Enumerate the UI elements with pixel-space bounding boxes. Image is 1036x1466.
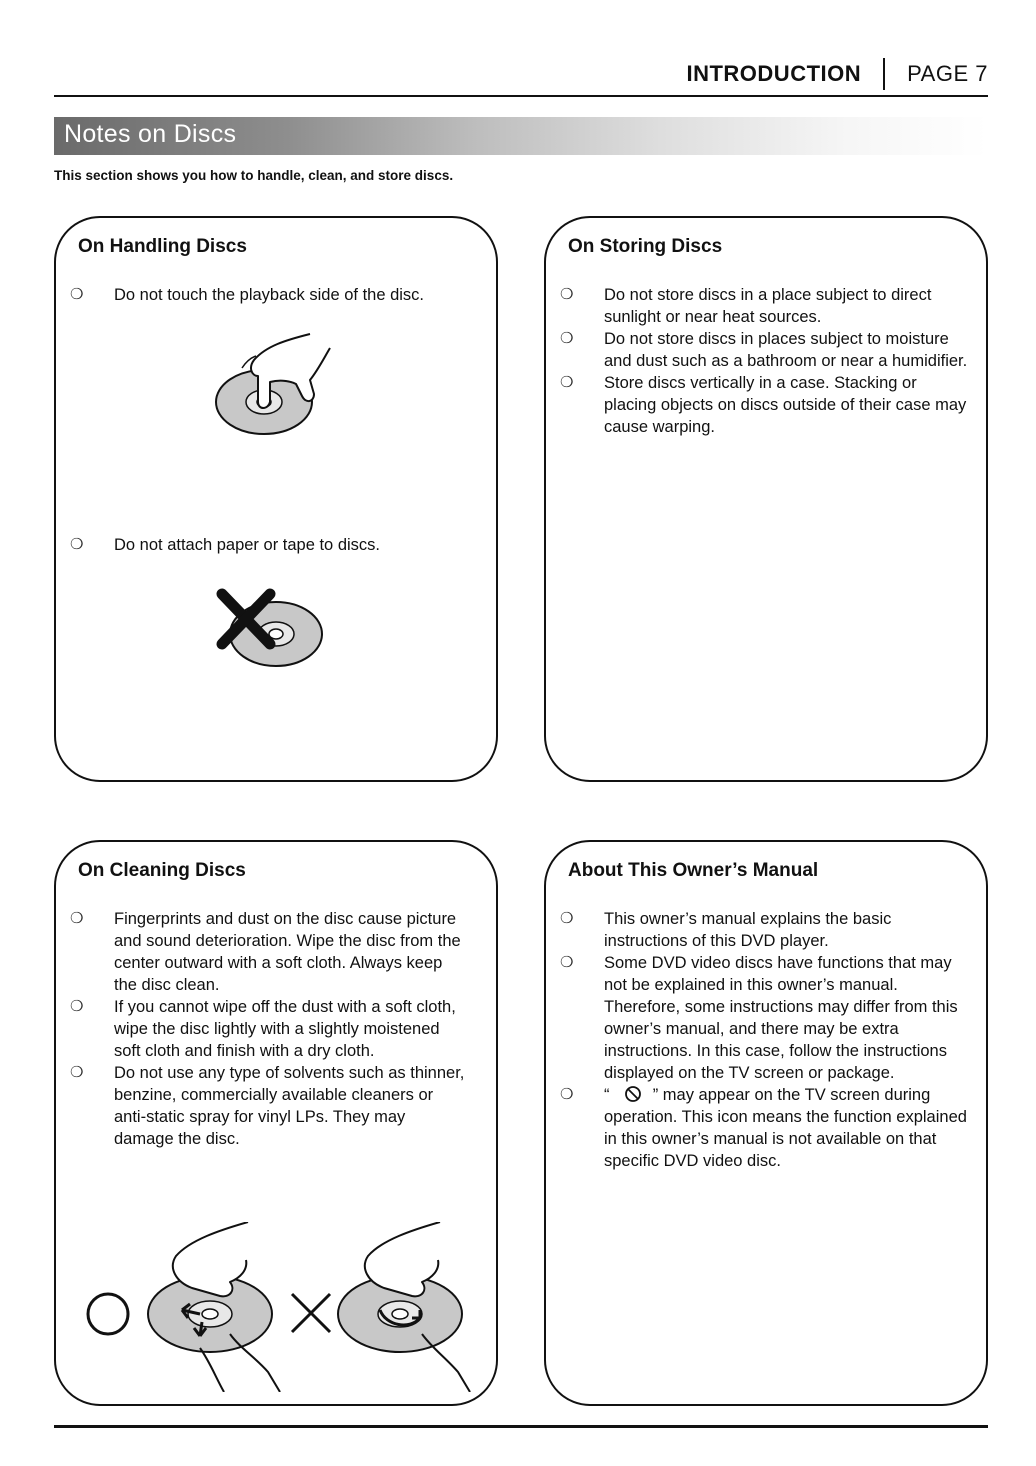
panel-manual: [544, 840, 988, 1406]
page-header: [686, 58, 988, 90]
bullet-list: [70, 284, 424, 306]
bullet-icon: ❍: [70, 910, 84, 927]
list-item: ❍ Do not touch the playback side of the disc.: [70, 286, 425, 304]
bullet-list: [560, 908, 970, 1172]
list-item: ❍ Do not use any type of solvents such as thinner, benzine, commercially available cleaners or anti-static spray for vinyl LPs. They may damage the disc.: [70, 1064, 465, 1148]
top-rule: [54, 95, 988, 97]
panel-title: On Cleaning Discs: [78, 860, 246, 881]
list-item: ❍ This owner’s manual explains the basic instructions of this DVD player.: [560, 910, 892, 950]
bullet-icon: ❍: [560, 374, 574, 391]
list-item: ❍ Some DVD video discs have functions that may not be explained in this owner’s manual. Therefore, some instructions may differ from this owner’s manual, and there may be extra instructions. In this case, follow the instructions displayed on the TV screen or package.: [560, 954, 958, 1082]
header-separator: [883, 58, 885, 90]
cleaning-illustration: [80, 1222, 480, 1392]
list-item: ❍ Do not store discs in a place subject to direct sunlight or near heat sources.: [560, 286, 932, 326]
bottom-rule: [54, 1425, 988, 1428]
panel-title: On Storing Discs: [568, 236, 723, 257]
correct-circle-icon: [88, 1294, 128, 1334]
page-number: PAGE 7: [907, 61, 988, 86]
list-item: ❍ Do not attach paper or tape to discs.: [70, 536, 380, 554]
bullet-icon: ❍: [70, 286, 84, 303]
panel-handling: [54, 216, 498, 782]
list-item: ❍ Store discs vertically in a case. Stacking or placing objects on discs outside of their case may cause warping.: [560, 374, 967, 436]
hand-touch-icon: [206, 324, 356, 444]
banner-title: Notes on Discs: [64, 120, 237, 148]
bullet-icon: ❍: [560, 1086, 574, 1103]
bullet-list: [70, 534, 380, 556]
bullet-icon: ❍: [70, 998, 84, 1015]
bullet-list: [560, 284, 970, 438]
bullet-icon: ❍: [70, 536, 84, 553]
panel-title: On Handling Discs: [78, 236, 247, 257]
bullet-icon: ❍: [70, 1064, 84, 1081]
wrong-cross-icon: [292, 1294, 330, 1332]
panel-cleaning: [54, 840, 498, 1406]
section-banner: [54, 117, 988, 155]
panel-title: About This Owner’s Manual: [568, 860, 819, 881]
list-item: ❍ Fingerprints and dust on the disc cause picture and sound deterioration. Wipe the disc from the center outward with a soft cloth. Always keep the disc clean.: [70, 910, 461, 994]
list-item: ❍ “ ” may appear on the TV screen during operation. This icon means the function explained in this owner’s manual is not available on that specific DVD video disc.: [560, 1086, 967, 1170]
disc-cross-icon: [210, 582, 330, 682]
list-item: ❍ Do not store discs in places subject to moisture and dust such as a bathroom or near a humidifier.: [560, 330, 968, 370]
bullet-icon: ❍: [560, 286, 574, 303]
bullet-icon: ❍: [560, 954, 574, 971]
prohibited-icon: [624, 1085, 642, 1103]
panel-storing: [544, 216, 988, 782]
bullet-icon: ❍: [560, 330, 574, 347]
bullet-icon: ❍: [560, 910, 574, 927]
list-item: ❍ If you cannot wipe off the dust with a soft cloth, wipe the disc lightly with a slightly moistened soft cloth and finish with a dry cloth.: [70, 998, 456, 1060]
bullet-list: [70, 908, 466, 1150]
section-title: INTRODUCTION: [686, 61, 862, 86]
intro-text: This section shows you how to handle, clean, and store discs.: [54, 168, 454, 183]
